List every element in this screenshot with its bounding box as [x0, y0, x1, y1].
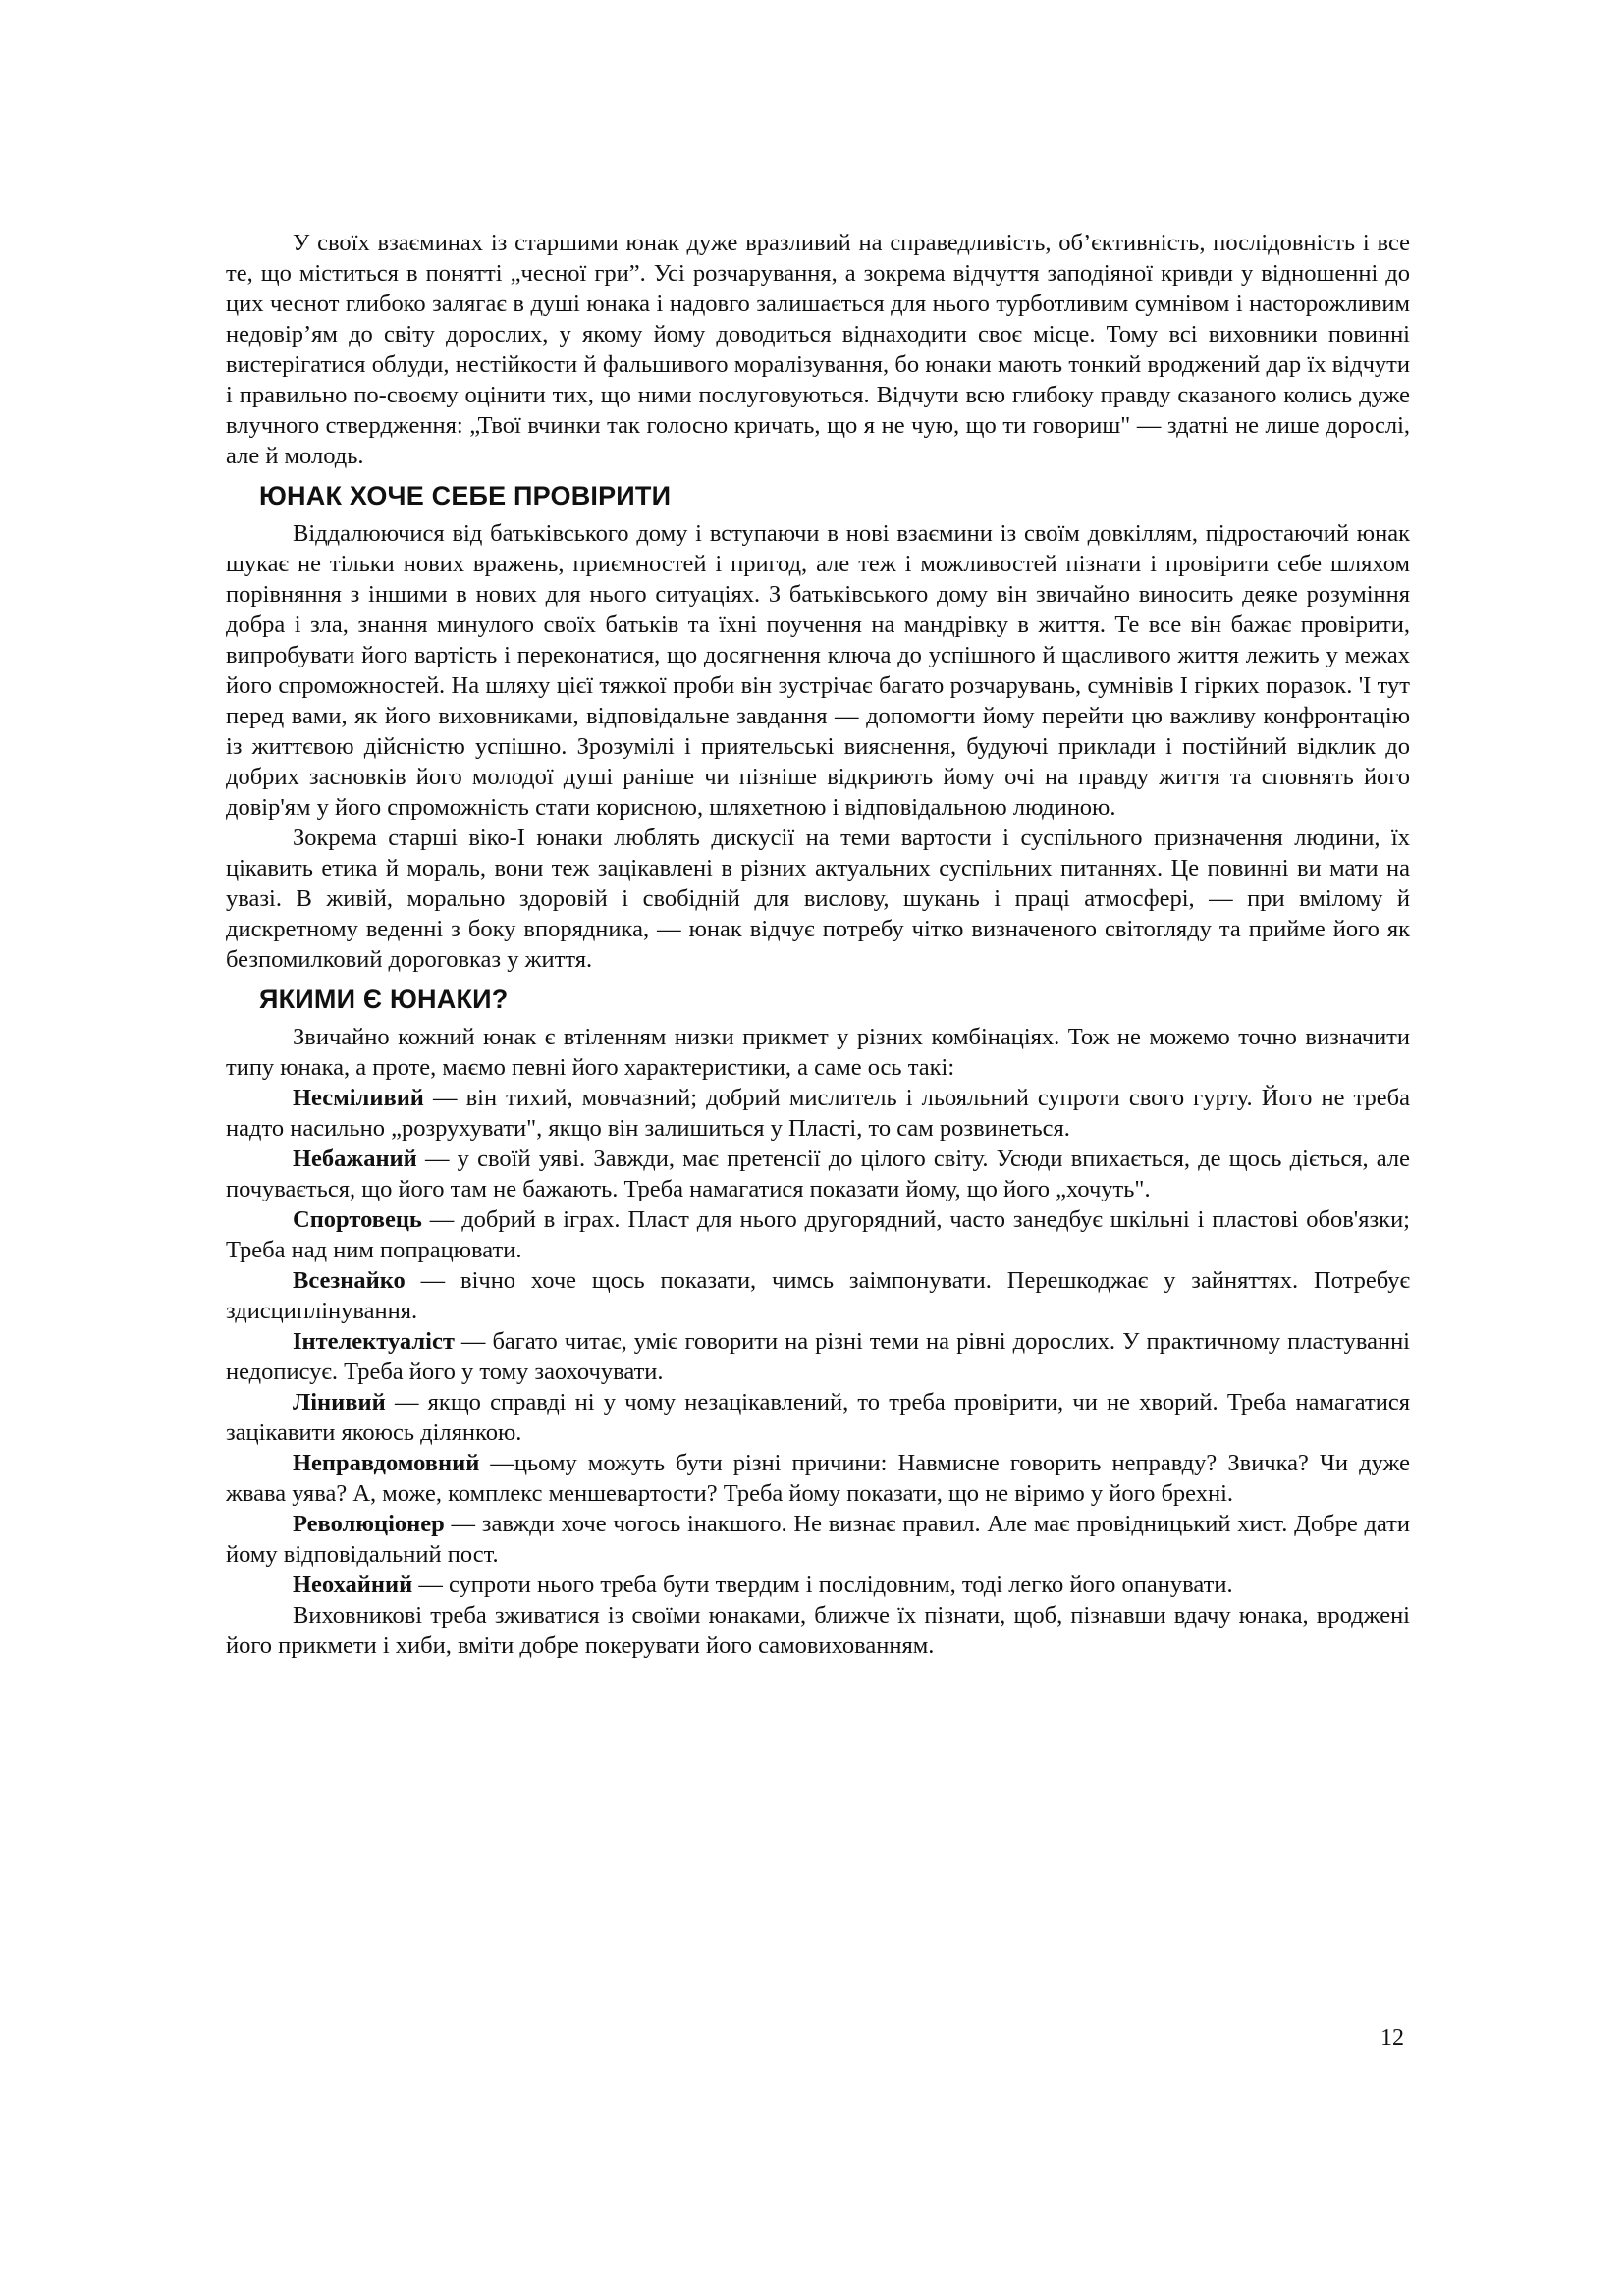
section1-paragraph-1: Віддалюючися від батьківського дому і вступаючи в нові взаємини із своїм довкіллям, підростаючий юнак шукає не тільки нових вражень, приємностей і пригод, але теж і можливостей пізнати і провірити себе шляхом порівняння з іншими в нових для нього ситуаціях. З батьківського дому він звичайно виносить деяке розуміння добра і зла, знання минулого своїх батьків та їхні поучення на мандрівку в життя. Те все він бажає провірити, випробувати його вартість і переконатися, що досягнення ключа до успішного й щасливого життя лежить у межах його спроможностей. На шляху цієї тяжкої проби він зустрічає багато розчарувань, сумнівів І гірких поразок. 'І тут перед вами, як його виховниками, відповідальне завдання — допомогти йому перейти цю важливу конфронтацію із життєвою дійсністю успішно. Зрозумілі і приятельські вияснення, будуючі приклади і постійний відклик до добрих засновків його молодої душі раніше чи пізніше відкриють йому очі на правду життя та сповнять його довір'ям у його спроможність стати корисною, шляхетною і відповідальною людиною. [226, 520, 1410, 821]
closing-paragraph: Виховникові треба зживатися із своїми юнаками, ближче їх пізнати, щоб, пізнавши вдачу юнака, вроджені його прикмети і хиби, вміти добре покерувати його самовихованням. [226, 1602, 1410, 1659]
type-description: — якщо справді ні у чому незацікавлений, то треба провірити, чи не хворий. Треба намагатися зацікавити якоюсь ділянкою. [226, 1389, 1410, 1446]
type-term: Небажаний [293, 1146, 417, 1172]
type-term: Інтелектуаліст [293, 1328, 455, 1355]
type-item-athlete [226, 1204, 1410, 1265]
document-page [226, 228, 1410, 1661]
type-term: Спортовець [293, 1206, 422, 1233]
section-heading-test-yourself: ЮНАК ХОЧЕ СЕБЕ ПРОВІРИТИ [259, 481, 672, 510]
type-description: — супроти нього треба бути твердим і послідовним, тоді легко його опанувати. [412, 1572, 1233, 1598]
type-description: — добрий в іграх. Пласт для нього другорядний, часто занедбує шкільні і пластові обов'язки; Треба над ним попрацювати. [226, 1206, 1410, 1263]
section1-paragraph-2: Зокрема старші віко-І юнаки люблять дискусії на теми вартости і суспільного призначення людини, їх цікавить етика й мораль, вони теж зацікавлені в різних актуальних суспільних питаннях. Це повинні ви мати на увазі. В живій, морально здоровій і свобідній для вислову, шукань і праці атмосфері, — при вмілому й дискретному веденні з боку впорядника, — юнак відчує потребу чітко визначеного світогляду та прийме його як безпомилковий дороговказ у життя. [226, 825, 1410, 973]
type-description: — вічно хоче щось показати, чимсь заімпонувати. Перешкоджає у зайняттях. Потребує здисциплінування. [226, 1267, 1410, 1324]
type-item-know-it-all [226, 1265, 1410, 1326]
type-description: — у своїй уяві. Завжди, має претенсії до цілого світу. Усюди впихається, де щось діється, але почувається, що його там не бажають. Треба намагатися показати йому, що його „хочуть". [226, 1146, 1410, 1202]
type-term: Неохайний [293, 1572, 413, 1598]
type-item-lazy [226, 1387, 1410, 1448]
section-heading-types: ЯКИМИ Є ЮНАКИ? [259, 985, 509, 1014]
type-description: —цьому можуть бути різні причини: Навмисне говорить неправду? Звичка? Чи дуже жвава уява? А, може, комплекс меншевартости? Треба йому показати, що не віримо у його брехні. [226, 1450, 1410, 1507]
type-item-intellectual [226, 1326, 1410, 1387]
type-description: — він тихий, мовчазний; добрий мислитель і льояльний супроти свого гурту. Його не треба надто насильно „розрухувати", якщо він залишиться у Пласті, то сам розвинеться. [226, 1085, 1410, 1142]
section2-intro-paragraph: Звичайно кожний юнак є втіленням низки прикмет у різних комбінаціях. Тож не можемо точно визначити типу юнака, а проте, маємо певні його характеристики, а саме ось такі: [226, 1024, 1410, 1081]
type-item-revolutionary [226, 1509, 1410, 1570]
page-number: 12 [1380, 2025, 1404, 2051]
type-term: Несміливий [293, 1085, 424, 1111]
type-term: Революціонер [293, 1511, 445, 1537]
intro-paragraph: У своїх взаєминах із старшими юнак дуже вразливий на справедливість, об’єктивність, послідовність і все те, що міститься в понятті „чесної гри”. Усі розчарування, а зокрема відчуття заподіяної кривди у відношенні до цих чеснот глибоко залягає в душі юнака і надовго залишається для нього турботливим сумнівом і насторожливим недовір’ям до світу дорослих, у якому йому доводиться віднаходити своє місце. Тому всі виховники повинні вистерігатися облуди, нестійкости й фальшивого моралізування, бо юнаки мають тонкий вроджений дар їх відчути і правильно по-своєму оцінити тих, що ними послуговуються. Відчути всю глибоку правду сказаного колись дуже влучного ствердження: „Твої вчинки так голосно кричать, що я не чую, що ти говориш" — здатні не лише дорослі, але й молодь. [226, 230, 1410, 469]
type-term: Неправдомовний [293, 1450, 480, 1476]
type-description: — багато читає, уміє говорити на різні теми на рівні дорослих. У практичному пластуванні недописує. Треба його у тому заохочувати. [226, 1328, 1410, 1385]
type-description: — завжди хоче чогось інакшого. Не визнає правил. Але має провідницький хист. Добре дати йому відповідальний пост. [226, 1511, 1410, 1568]
type-item-untruthful [226, 1448, 1410, 1509]
type-item-unwanted [226, 1144, 1410, 1204]
type-term: Лінивий [293, 1389, 386, 1415]
type-item-untidy [226, 1570, 1410, 1600]
type-item-shy [226, 1083, 1410, 1144]
type-term: Всезнайко [293, 1267, 406, 1294]
